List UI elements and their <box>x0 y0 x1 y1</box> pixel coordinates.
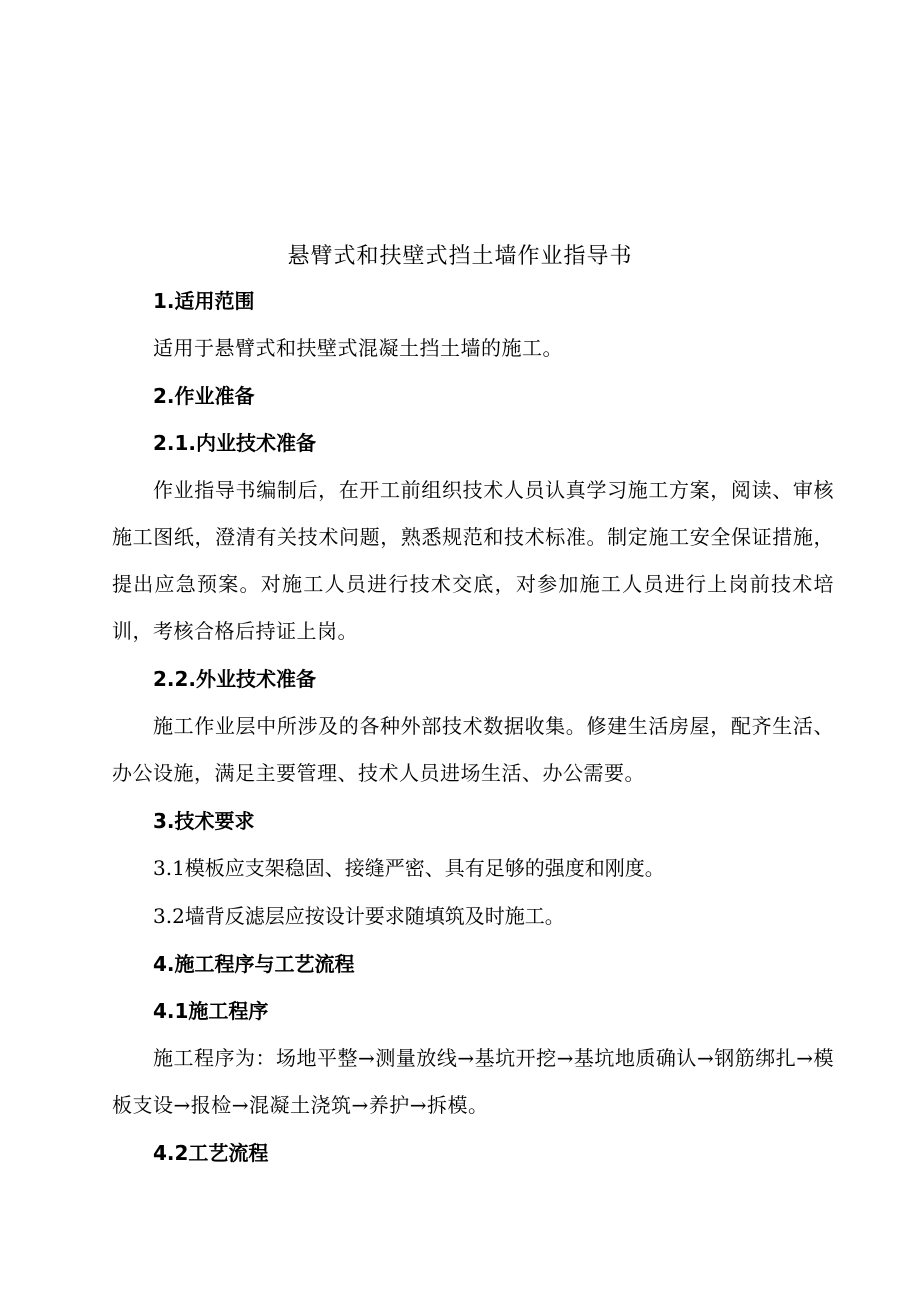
section-3-2-text: 3.2墙背反滤层应按设计要求随填筑及时施工。 <box>153 904 565 928</box>
section-2-1-text: 作业指导书编制后，在开工前组织技术人员认真学习施工方案，阅读、审核施工图纸，澄清有关技术问题，熟悉规范和技术标准。制定施工安全保证措施，提出应急预案。对施工人员进行技术交底，对参加施工人员进行上岗前技术培训，考核合格后持证上岗。 <box>112 478 834 643</box>
section-heading-2-1: 2.1.内业技术准备 <box>153 431 317 455</box>
section-heading-4: 4.施工程序与工艺流程 <box>153 952 355 976</box>
section-heading-1: 1.适用范围 <box>153 289 255 313</box>
section-3-1-text: 3.1模板应支架稳固、接缝严密、具有足够的强度和刚度。 <box>153 856 665 880</box>
section-heading-3: 3.技术要求 <box>153 809 255 833</box>
document-title: 悬臂式和扶壁式挡土墙作业指导书 <box>287 244 633 269</box>
section-heading-4-1: 4.1施工程序 <box>153 999 269 1023</box>
section-4-1-text: 施工程序为：场地平整→测量放线→基坑开挖→基坑地质确认→钢筋绑扎→模板支设→报检→混凝土浇筑→养护→拆模。 <box>112 1046 834 1117</box>
section-heading-2: 2.作业准备 <box>153 384 255 408</box>
section-2-2-text: 施工作业层中所涉及的各种外部技术数据收集。修建生活房屋，配齐生活、办公设施，满足主要管理、技术人员进场生活、办公需要。 <box>112 714 834 785</box>
section-1-text: 适用于悬臂式和扶壁式混凝土挡土墙的施工。 <box>153 336 563 360</box>
document-body <box>112 289 834 1188</box>
section-heading-4-2: 4.2工艺流程 <box>153 1141 269 1165</box>
section-heading-2-2: 2.2.外业技术准备 <box>153 667 317 691</box>
